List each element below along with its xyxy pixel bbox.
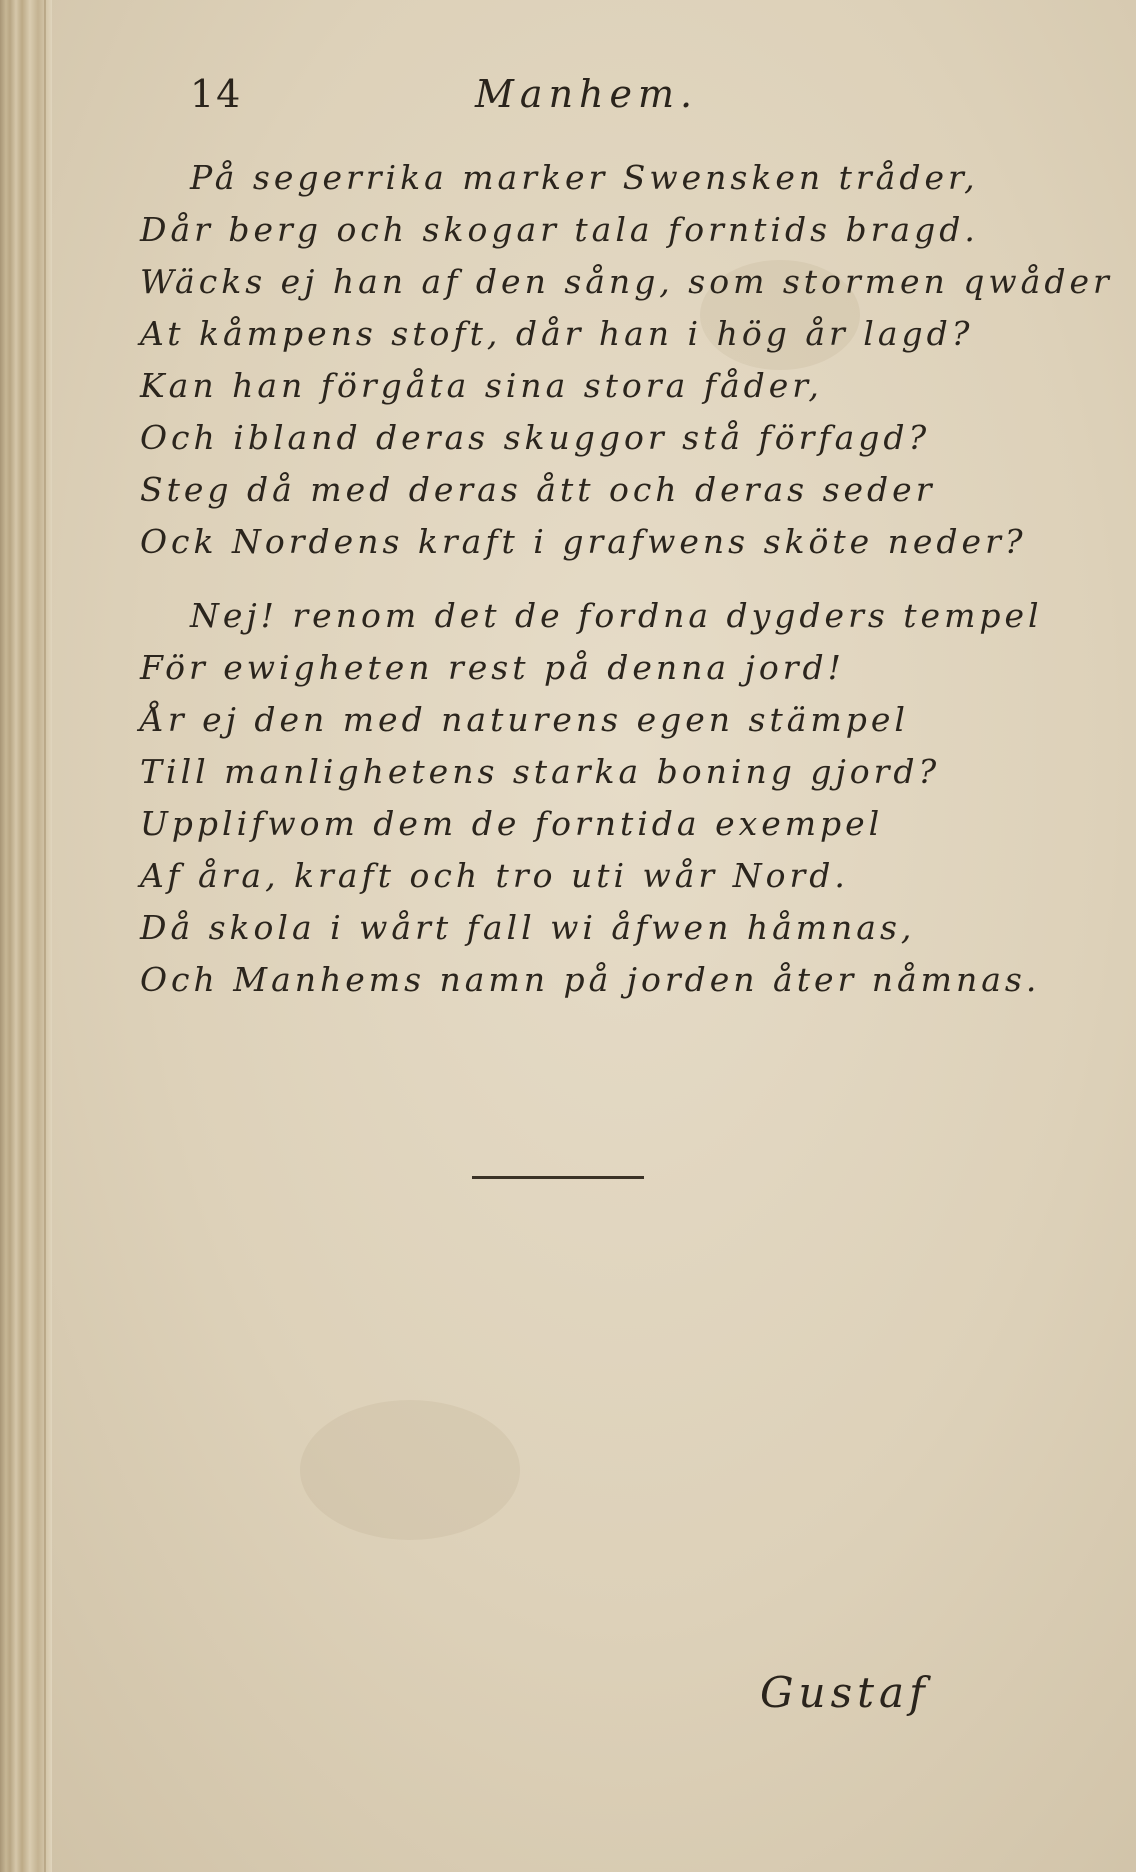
verse-line: Kan han förgåta sina stora fåder, xyxy=(140,366,823,405)
catchword: Gustaf xyxy=(760,1668,930,1717)
stanza-2 xyxy=(140,590,1043,1006)
verse-line: Steg då med deras ått och deras seder xyxy=(140,470,936,509)
verse-line: Af åra, kraft och tro uti wår Nord. xyxy=(140,856,849,895)
verse-line: Då skola i wårt fall wi åfwen håmnas, xyxy=(140,908,916,947)
stanza-1 xyxy=(140,152,1113,568)
verse-line: Och ibland deras skuggor stå förfagd? xyxy=(140,418,931,457)
section-rule xyxy=(472,1176,644,1179)
verse-line: Upplifwom dem de forntida exempel xyxy=(140,804,884,843)
verse-line: At kåmpens stoft, dår han i hög år lagd? xyxy=(140,314,974,353)
page-number: 14 xyxy=(190,72,243,116)
verse-line: På segerrika marker Swensken tråder, xyxy=(190,158,979,197)
verse-line: Ock Nordens kraft i grafwens sköte neder? xyxy=(140,522,1027,561)
paper-stain xyxy=(300,1400,520,1540)
binding-edge xyxy=(44,0,46,1872)
verse-line: Till manlighetens starka boning gjord? xyxy=(140,752,941,791)
verse-line: År ej den med naturens egen stämpel xyxy=(140,700,909,739)
verse-line: Och Manhems namn på jorden åter nåmnas. xyxy=(140,960,1041,999)
verse-line: Wäcks ej han af den sång, som stormen qwåder xyxy=(140,262,1113,301)
page-heading: Manhem. xyxy=(475,72,699,116)
verse-line: Dår berg och skogar tala forntids bragd. xyxy=(140,210,979,249)
verse-line: För ewigheten rest på denna jord! xyxy=(140,648,845,687)
verse-line: Nej! renom det de fordna dygders tempel xyxy=(190,596,1043,635)
running-head xyxy=(190,72,750,122)
